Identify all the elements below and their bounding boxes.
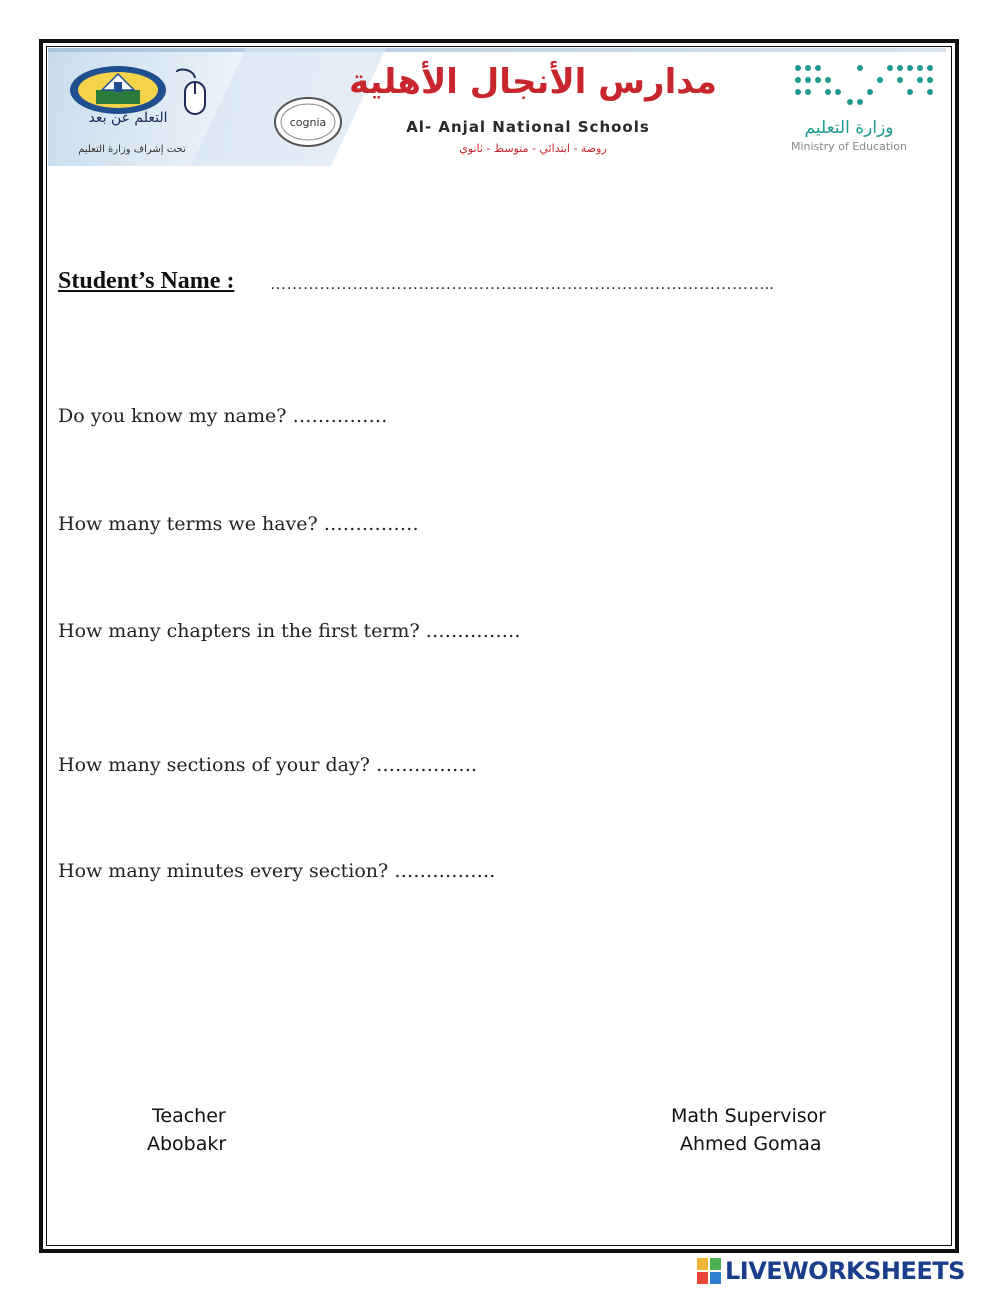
cognia-text: cognia — [289, 116, 327, 129]
school-header-banner — [48, 48, 946, 166]
banner-top-line — [48, 48, 946, 52]
school-stages: روضة - ابتدائي - متوسط - ثانوي — [459, 142, 607, 155]
student-name-label: Student’s Name : — [58, 268, 235, 294]
ministry-name-arabic: وزارة التعليم — [804, 118, 894, 138]
school-name-arabic: مدارس الأنجال الأهلية — [349, 62, 717, 102]
ministry-name-english: Ministry of Education — [790, 140, 907, 153]
ministry-supervision-label: تحت إشراف وزارة التعليم — [78, 144, 186, 155]
question-item[interactable]: How many minutes every section? ……………. — [58, 860, 496, 882]
remote-learning-label: التعلم عن بعد — [88, 110, 168, 126]
cognia-badge-icon — [272, 96, 344, 148]
supervisor-name: Ahmed Gomaa — [680, 1133, 822, 1155]
school-emblem-icon — [66, 60, 170, 116]
question-item[interactable]: Do you know my name? …………… — [58, 405, 388, 427]
question-item[interactable]: How many sections of your day? ……………. — [58, 754, 478, 776]
liveworksheets-brand: LIVEWORKSHEETS — [725, 1257, 965, 1285]
teacher-name: Abobakr — [147, 1133, 227, 1155]
student-name-blank[interactable]: ……………………………………………………………………………….. — [270, 276, 774, 293]
liveworksheets-logo-icon — [697, 1258, 721, 1284]
question-item[interactable]: How many terms we have? …………… — [58, 513, 419, 535]
page-inner-border — [46, 46, 952, 1246]
school-name-english: Al- Anjal National Schools — [406, 118, 650, 136]
ministry-dots-icon — [790, 62, 940, 108]
supervisor-title: Math Supervisor — [671, 1105, 827, 1127]
teacher-title: Teacher — [152, 1105, 226, 1127]
question-item[interactable]: How many chapters in the first term? …………… — [58, 620, 521, 642]
